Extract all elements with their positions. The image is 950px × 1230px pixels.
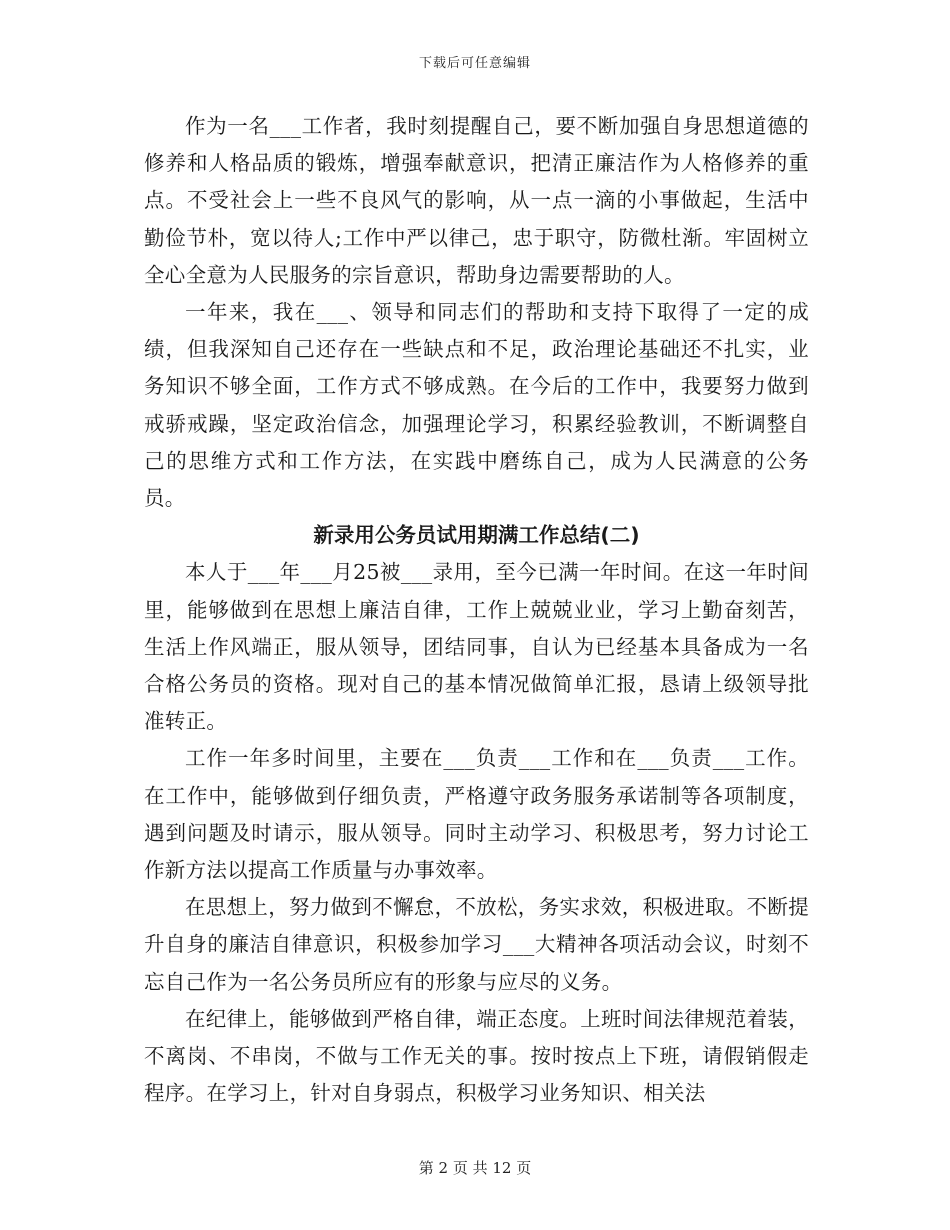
paragraph: 一年来，我在___、领导和同志们的帮助和支持下取得了一定的成绩，但我深知自己还存在一些缺点和不足，政治理论基础还不扎实，业务知识不够全面，工作方式不够成熟。在今后的工作中，我要努力做到戒骄戒躁，坚定政治信念，加强理论学习，积累经验教训，不断调整自己的思维方式和工作方法，在实践中磨练自己，成为人民满意的公务员。 bbox=[144, 300, 809, 511]
paragraph: 作为一名___工作者，我时刻提醒自己，要不断加强自身思想道德的修养和人格品质的锻炼，增强奉献意识，把清正廉洁作为人格修养的重点。不受社会上一些不良风气的影响，从一点一滴的小事做起，生活中勤俭节朴，宽以待人;工作中严以律己，忠于职守，防微杜渐。牢固树立全心全意为人民服务的宗旨意识，帮助身边需要帮助的人。 bbox=[144, 114, 809, 287]
document-body bbox=[144, 108, 809, 1112]
paragraph: 在纪律上，能够做到严格自律，端正态度。上班时间法律规范着装，不离岗、不串岗，不做与工作无关的事。按时按点上下班，请假销假走程序。在学习上，针对自身弱点，积极学习业务知识、相关法 bbox=[144, 1006, 809, 1106]
paragraph: 在思想上，努力做到不懈怠，不放松，务实求效，积极进取。不断提升自身的廉洁自律意识，积极参加学习___大精神各项活动会议，时刻不忘自己作为一名公务员所应有的形象与应尽的义务。 bbox=[144, 895, 809, 994]
header-note: 下载后可任意编辑 bbox=[418, 56, 531, 71]
paragraph: 本人于___年___月25被___录用，至今已满一年时间。在这一年时间里，能够做到在思想上廉洁自律，工作上兢兢业业，学习上勤奋刻苦，生活上作风端正，服从领导，团结同事，自认为已经基本具备成为一名合格公务员的资格。现对自己的基本情况做简单汇报，恳请上级领导批准转正。 bbox=[144, 560, 809, 734]
page-number: 第 2 页 共 12 页 bbox=[418, 1159, 532, 1177]
section-title: 新录用公务员试用期满工作总结(二) bbox=[313, 523, 640, 548]
paragraph: 工作一年多时间里，主要在___负责___工作和在___负责___工作。在工作中，能够做到仔细负责，严格遵守政务服务承诺制等各项制度，遇到问题及时请示，服从领导。同时主动学习、积极思考，努力讨论工作新方法以提高工作质量与办事效率。 bbox=[144, 746, 809, 883]
